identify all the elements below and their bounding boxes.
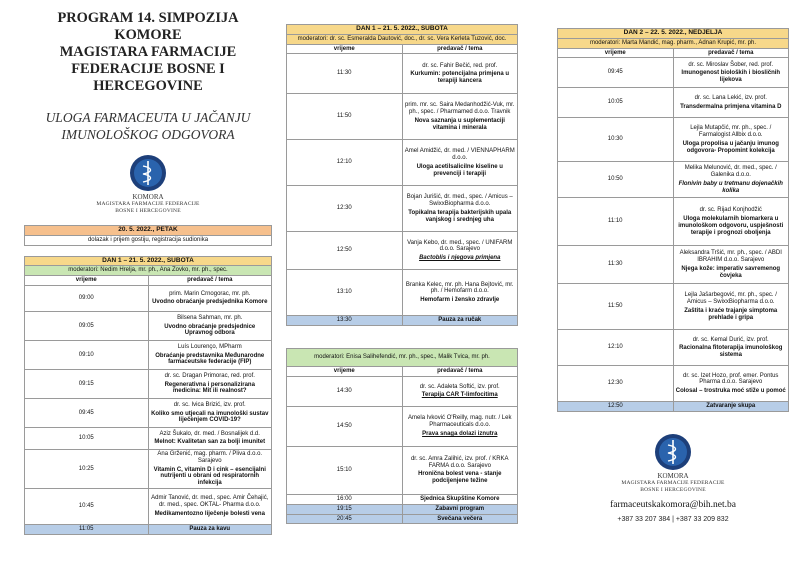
coffee-break: Pauza za kavu xyxy=(148,524,272,534)
table-row: 11:30 Aleksandra Tršić, mr. ph., spec. / ABDI IBRAHIM d.o.o. Sarajevo Njega kože: imperativ savremenog čovjeka xyxy=(558,246,789,284)
day1-morning-moderators: moderatori: Nedim Hrelja, mr. ph., Ana Zovko, mr. ph., spec. xyxy=(25,266,272,276)
table-row: 12:50 Vanja Kebo, dr. med., spec. / UNIFARM d.o.o. Sarajevo Bactoblis i njegova primjena xyxy=(287,232,518,270)
table-row: 11:50 prim. mr. sc. Saira Medanhodžić-Vuk, mr. ph., spec. / Pharmamed d.o.o. Travnik Nova saznanja u suplementaciji vitamina i minerala xyxy=(287,94,518,140)
day1-midday-moderators: moderatori: dr. sc. Esmeralda Dautović, doc., dr. sc. Vera Kerleta Tuzović, doc. xyxy=(287,34,518,44)
assembly-session: Sjednica Skupštine Komore xyxy=(402,494,518,504)
table-row: 09:10 Luís Lourenço, MPharm Obraćanje predstavnika Međunarodne farmaceutske federacije (FIP) xyxy=(25,340,272,369)
contact-phones: +387 33 207 384 | +387 33 209 832 xyxy=(617,516,729,524)
col-header-time: vrijeme xyxy=(25,276,149,286)
column-left xyxy=(24,0,272,535)
friday-table xyxy=(24,225,272,246)
col-header-lecture: predavač / tema xyxy=(148,276,272,286)
table-row: 10:45 Admir Tanović, dr. med., spec. Amir Čehajić, dr. med., spec. OKTAL- Pharma d.o.o. Medikamentozno liječenje bolesti vena xyxy=(25,488,272,524)
day1-morning-table xyxy=(24,256,272,535)
closing: Zatvaranje skupa xyxy=(673,402,789,412)
table-row: 11:05 Pauza za kavu xyxy=(25,524,272,534)
entertainment-program: Zabavni program xyxy=(402,504,518,514)
table-row: 16:00 Sjednica Skupštine Komore xyxy=(287,494,518,504)
day1-morning-title: DAN 1 – 21. 5. 2022., SUBOTA xyxy=(25,256,272,266)
table-row: 09:15 dr. sc. Dragan Primorac, red. prof. Regenerativna i personalizirana medicina: Mit ili realnost? xyxy=(25,369,272,398)
caduceus-emblem-icon xyxy=(653,432,693,472)
table-row: 12:50 Zatvaranje skupa xyxy=(558,402,789,412)
table-row: 19:15 Zabavni program xyxy=(287,504,518,514)
table-row: 12:10 Amel Amidžić, dr. med. / VIENNAPHARM d.o.o. Uloga acetilsalicilne kiseline u prevenciji i terapiji xyxy=(287,140,518,186)
table-row: 09:45 dr. sc. Miroslav Šober, red. prof. Imunogenost bioloških i biosličnih lijekova xyxy=(558,58,789,88)
gala-dinner: Svečana večera xyxy=(402,514,518,524)
table-row: 09:05 Bilsena Sahman, mr. ph. Uvodno obraćanje predsjednice Upravnog odbora xyxy=(25,311,272,340)
chamber-logo: KOMORA MAGISTARA FARMACIJE FEDERACIJE BOSNE I HERCEGOVINE xyxy=(24,153,272,215)
day2-title: DAN 2 – 22. 5. 2022., NEDJELJA xyxy=(558,29,789,39)
table-row: 11:50 Lejla Jašarbegović, mr. ph., spec. / Amicus – SwixxBiopharma d.o.o. Zaštita i kraće trajanje simptoma prehlade i gripa xyxy=(558,284,789,330)
table-row: 12:30 dr. sc. Izet Hozo, prof. emer. Pontus Pharma d.o.o. Sarajevo Colosal – trostruka moć stiže u pomoć xyxy=(558,366,789,402)
table-row: 13:10 Branka Kelec, mr. ph. Hana Bejtović, mr. ph. / Hemofarm d.o.o. Hemofarm i žensko zdravlje xyxy=(287,270,518,316)
contact-email[interactable]: farmaceutskakomora@bih.net.ba xyxy=(610,500,736,511)
day2-moderators: moderatori: Marta Mandić, mag. pharm., Adnan Krupić, mr. ph. xyxy=(558,38,789,48)
table-row: 11:30 dr. sc. Fahir Bečić, red. prof. Kurkumin: potencijalna primjena u terapiji kancera xyxy=(287,54,518,94)
caduceus-emblem-icon xyxy=(128,153,168,193)
table-row: 10:25 Ana Grženić, mag. pharm. / Pliva d.o.o. Sarajevo Vitamin C, vitamin D i cink – esencijalni nutrijenti u obrani od respiratornih infekcija xyxy=(25,449,272,488)
friday-row: dolazak i prijem gostiju, registracija sudionika xyxy=(25,235,272,245)
day1-afternoon-table: moderatori: Enisa Salihefendić, mr. ph., spec., Malik Tvica, mr. ph. vrijeme predavač / tema 14:30 dr. sc. Adaleta Softić, izv. prof. Terapija CAR T-limfocitima 14:50 Amela Ivković O'Reilly, mag. nutr. / Lek Pharmaceuticals d.o.o. Prava snaga dolazi iznutra 15:10 dr. sc. Amra Zalihić, izv. prof. / KRKA FARMA d.o.o. Sarajevo Hronična bolest vena - stanje podcijenjene težine 16:00 Sjednica Skupštine Komore 19:15 Zabavni program 20:45 Svečana večera xyxy=(286,348,518,524)
day1-midday-table: DAN 1 – 21. 5. 2022., SUBOTA moderatori: dr. sc. Esmeralda Dautović, doc., dr. sc. Vera Kerleta Tuzović, doc. vrijeme predavač / tema 11:30 dr. sc. Fahir Bečić, red. prof. Kurkumin: potencijalna primjena u terapiji kancera 11:50 prim. mr. sc. Saira Medanhodžić-Vuk, mr. ph., spec. / Pharmamed d.o.o. Travnik Nova saznanja u suplementaciji vitamina i minerala 12:10 Amel Amidžić, dr. med. / VIENNAPHARM d.o.o. Uloga acetilsalicilne kiseline u prevenciji i terapiji 12:30 Bojan Jurišić, dr. med., spec. / Amicus – SwixxBiopharma d.o.o. Topikalna terapija bakterijskih upala vanjskog i srednjeg uha 12:50 Vanja Kebo, dr. med., spec. / UNIFARM d.o.o. Sarajevo Bactoblis i njegova primjena 13:10 Branka Kelec, mr. ph. Hana Bejtović, mr. ph. / Hemofarm d.o.o. Hemofarm i žensko zdravlje 13:30 Pauza za ručak xyxy=(286,24,518,326)
table-row: 14:30 dr. sc. Adaleta Softić, izv. prof. Terapija CAR T-limfocitima xyxy=(287,376,518,406)
table-row: 12:10 dr. sc. Kemal Durić, izv. prof. Racionalna fitoterapija imunološkog sistema xyxy=(558,330,789,366)
table-row: 14:50 Amela Ivković O'Reilly, mag. nutr. / Lek Pharmaceuticals d.o.o. Prava snaga dolazi iznutra xyxy=(287,406,518,446)
table-row: 10:05 dr. sc. Lana Lekić, izv. prof. Transdermalna primjena vitamina D xyxy=(558,88,789,118)
table-row: 11:10 dr. sc. Rijad Konjhodžić Uloga molekularnih biomarkera u imunološkom odgovoru, uspješnosti terapije i prognozi oboljenja xyxy=(558,198,789,246)
table-row: 15:10 dr. sc. Amra Zalihić, izv. prof. / KRKA FARMA d.o.o. Sarajevo Hronična bolest vena - stanje podcijenjene težine xyxy=(287,446,518,494)
friday-title: 20. 5. 2022., PETAK xyxy=(25,226,272,236)
day1-midday-title: DAN 1 – 21. 5. 2022., SUBOTA xyxy=(287,25,518,35)
column-middle xyxy=(286,0,518,524)
table-row: 10:05 Aziz Šukalo, dr. med. / Bosnalijek d.d. Melnot: Kvalitetan san za bolji imunitet xyxy=(25,427,272,449)
table-row: 09:00 prim. Marin Crnogorac, mr. ph. Uvodno obraćanje predsjednika Komore xyxy=(25,285,272,311)
program-title: PROGRAM 14. SIMPOZIJA KOMORE MAGISTARA FARMACIJE FEDERACIJE BOSNE I HERCEGOVINE xyxy=(57,10,239,94)
chamber-logo-bottom: KOMORA MAGISTARA FARMACIJE FEDERACIJE BOSNE I HERCEGOVINE xyxy=(557,432,789,494)
table-row: 12:30 Bojan Jurišić, dr. med., spec. / Amicus – SwixxBiopharma d.o.o. Topikalna terapija bakterijskih upala vanjskog i srednjeg uha xyxy=(287,186,518,232)
table-row: 10:30 Lejla Mutapčić, mr. ph., spec. / Farmalogist Allbix d.o.o. Uloga propolisa u jačanju imunog odgovora- Propomint kolekcija xyxy=(558,118,789,162)
lunch-break: Pauza za ručak xyxy=(402,316,518,326)
day2-table: DAN 2 – 22. 5. 2022., NEDJELJA moderatori: Marta Mandić, mag. pharm., Adnan Krupić, mr. ph. vrijeme predavač / tema 09:45 dr. sc. Miroslav Šober, red. prof. Imunogenost bioloških i biosličnih lijekova 10:05 dr. sc. Lana Lekić, izv. prof. Transdermalna primjena vitamina D 10:30 Lejla Mutapčić, mr. ph., spec. / Farmalogist Allbix d.o.o. Uloga propolisa u jačanju imunog odgovora- Propomint kolekcija 10:50 Melika Melunović, dr. med., spec. / Galenika d.o.o. Flonivin baby u tretmanu dojenačkih kolika 11:10 dr. sc. Rijad Konjhodžić Uloga molekularnih biomarkera u imunološkom odgovoru, uspješnosti terapije i prognozi oboljenja 11:30 Aleksandra Tršić, mr. ph., spec. / ABDI IBRAHIM d.o.o. Sarajevo Njega kože: imperativ savremenog čovjeka 11:50 Lejla Jašarbegović, mr. ph., spec. / Amicus – SwixxBiopharma d.o.o. Zaštita i kraće trajanje simptoma prehlade i gripa 12:10 dr. sc. Kemal Durić, izv. prof. Racionalna fitoterapija imunološkog sistema 12:30 dr. sc. Izet Hozo, prof. emer. Pontus Pharma d.o.o. Sarajevo Colosal – trostruka moć stiže u pomoć 12:50 Zatvaranje skupa xyxy=(557,28,789,412)
day1-afternoon-moderators: moderatori: Enisa Salihefendić, mr. ph., spec., Malik Tvica, mr. ph. xyxy=(287,349,518,367)
column-right xyxy=(557,0,789,523)
table-row: 10:50 Melika Melunović, dr. med., spec. / Galenika d.o.o. Flonivin baby u tretmanu dojenačkih kolika xyxy=(558,162,789,198)
contact-block xyxy=(557,500,789,523)
program-subtitle: ULOGA FARMACEUTA U JAČANJU IMUNOLOŠKOG ODGOVORA xyxy=(45,110,251,142)
table-row: 09:45 dr. sc. Ivica Brizić, izv. prof. Koliko smo utjecali na imunološki sustav liječenjem COVID-19? xyxy=(25,398,272,427)
table-row: 20:45 Svečana večera xyxy=(287,514,518,524)
logo-name: KOMORA xyxy=(132,193,164,201)
table-row: 13:30 Pauza za ručak xyxy=(287,316,518,326)
